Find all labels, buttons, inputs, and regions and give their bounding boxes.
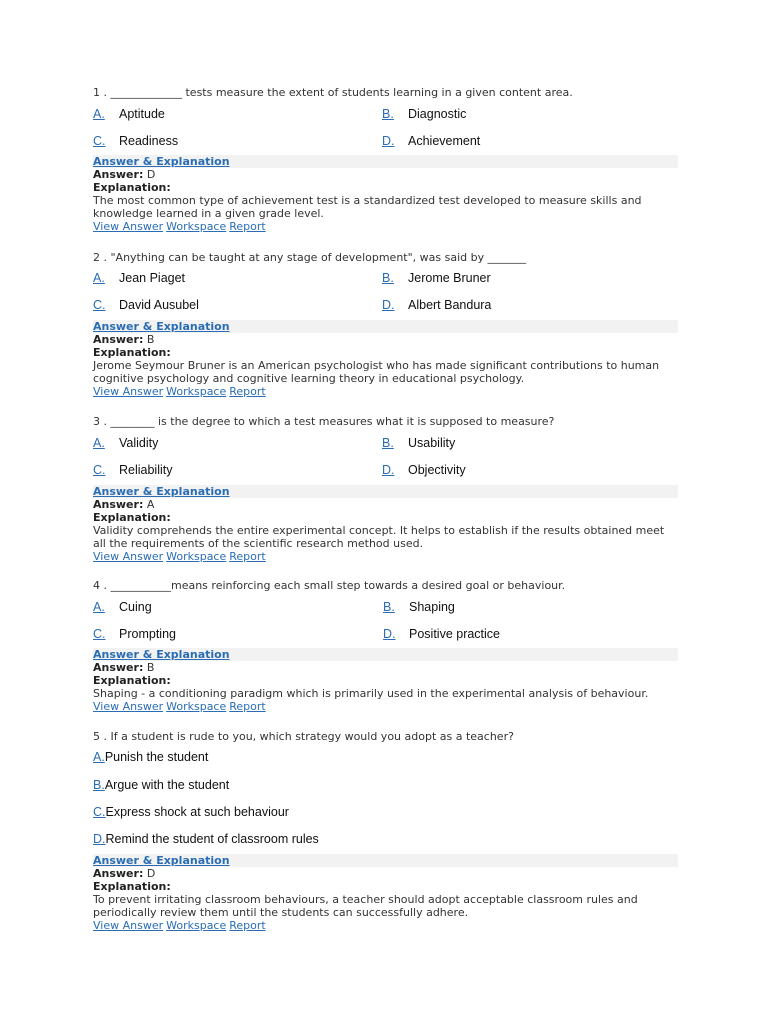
answer-label: Answer: — [93, 498, 144, 511]
option-letter[interactable]: D. — [93, 832, 106, 846]
option-letter[interactable]: D. — [382, 463, 395, 477]
explanation-text: The most common type of achievement test is a standardized test developed to measure skills and knowledge learned in a given grade level. — [93, 194, 642, 220]
option-d[interactable] — [382, 463, 466, 477]
answer-explanation-toggle[interactable]: Answer & Explanation — [93, 854, 678, 867]
explanation-text: Jerome Seymour Bruner is an American psychologist who has made significant contributions to human cognitive psychology and cognitive learning theory in educational psychology. — [93, 359, 660, 385]
option-text: Prompting — [119, 627, 176, 641]
answer-block — [93, 485, 678, 563]
answer-block — [93, 648, 678, 713]
option-a[interactable] — [93, 271, 185, 285]
answer-explanation-toggle[interactable]: Answer & Explanation — [93, 320, 678, 333]
action-links — [93, 919, 678, 932]
question-2 — [93, 251, 678, 398]
option-text: Shaping — [409, 600, 455, 614]
option-letter[interactable]: B. — [382, 271, 394, 285]
report-link[interactable]: Report — [229, 550, 266, 563]
question-stem: 2 . "Anything can be taught at any stage of development", was said by _______ — [93, 251, 527, 264]
report-link[interactable]: Report — [229, 919, 266, 932]
answer-value: D — [146, 168, 156, 181]
explanation-label: Explanation: — [93, 674, 171, 687]
answer-label: Answer: — [93, 168, 144, 181]
option-letter[interactable]: C. — [93, 134, 106, 148]
answer-label: Answer: — [93, 661, 144, 674]
explanation-text: Validity comprehends the entire experimental concept. It helps to establish if the results obtained meet all the requirements of the scientific research method used. — [93, 524, 665, 550]
option-text: Aptitude — [119, 107, 165, 121]
option-c[interactable] — [93, 805, 289, 819]
answer-block — [93, 320, 678, 398]
question-stem: 1 . _____________ tests measure the extent of students learning in a given content area. — [93, 86, 573, 99]
option-text: Reliability — [119, 463, 173, 477]
answer-block — [93, 854, 678, 932]
option-text: Objectivity — [408, 463, 466, 477]
option-text: Positive practice — [409, 627, 501, 641]
question-stem: 4 . ___________means reinforcing each small step towards a desired goal or behaviour. — [93, 579, 566, 592]
answer-explanation-toggle[interactable]: Answer & Explanation — [93, 648, 678, 661]
question-3 — [93, 415, 678, 563]
answer-label: Answer: — [93, 333, 144, 346]
answer-explanation-toggle[interactable]: Answer & Explanation — [93, 485, 678, 498]
question-stem: 3 . ________ is the degree to which a test measures what it is supposed to measure? — [93, 415, 555, 428]
option-text: Punish the student — [104, 750, 209, 764]
report-link[interactable]: Report — [229, 385, 266, 398]
option-letter[interactable]: A. — [93, 271, 105, 285]
answer-label: Answer: — [93, 867, 144, 880]
option-d[interactable] — [93, 832, 319, 846]
option-text: Remind the student of classroom rules — [105, 832, 319, 846]
option-a[interactable] — [93, 107, 165, 121]
option-a[interactable] — [93, 750, 208, 764]
option-letter[interactable]: C. — [93, 298, 106, 312]
workspace-link[interactable]: Workspace — [166, 550, 227, 563]
option-text: Usability — [408, 436, 456, 450]
option-d[interactable] — [382, 134, 480, 148]
view-answer-link[interactable]: View Answer — [93, 385, 164, 398]
workspace-link[interactable]: Workspace — [166, 220, 227, 233]
report-link[interactable]: Report — [229, 220, 266, 233]
option-letter[interactable]: A. — [93, 750, 105, 764]
question-4 — [93, 579, 678, 713]
view-answer-link[interactable]: View Answer — [93, 919, 164, 932]
option-text: Cuing — [119, 600, 152, 614]
option-text: Albert Bandura — [408, 298, 492, 312]
option-c[interactable] — [93, 134, 178, 148]
answer-value: D — [146, 867, 156, 880]
answer-block — [93, 155, 678, 233]
view-answer-link[interactable]: View Answer — [93, 220, 164, 233]
action-links — [93, 550, 678, 563]
option-letter[interactable]: D. — [383, 627, 396, 641]
option-text: Jean Piaget — [119, 271, 186, 285]
option-c[interactable] — [93, 298, 199, 312]
option-letter[interactable]: A. — [93, 107, 105, 121]
option-text: Jerome Bruner — [408, 271, 491, 285]
explanation-label: Explanation: — [93, 181, 171, 194]
option-text: Diagnostic — [408, 107, 467, 121]
answer-value: B — [146, 333, 155, 346]
view-answer-link[interactable]: View Answer — [93, 550, 164, 563]
option-text: David Ausubel — [119, 298, 199, 312]
option-letter[interactable]: B. — [382, 107, 394, 121]
option-text: Readiness — [119, 134, 179, 148]
answer-value: A — [146, 498, 155, 511]
question-stem: 5 . If a student is rude to you, which strategy would you adopt as a teacher? — [93, 730, 514, 743]
option-letter[interactable]: B. — [93, 778, 105, 792]
option-text: Express shock at such behaviour — [105, 805, 289, 819]
option-d[interactable] — [382, 298, 491, 312]
option-letter[interactable]: C. — [93, 627, 106, 641]
option-letter[interactable]: B. — [382, 436, 394, 450]
action-links — [93, 385, 678, 398]
explanation-label: Explanation: — [93, 511, 171, 524]
option-c[interactable] — [93, 463, 173, 477]
answer-value: B — [146, 661, 155, 674]
option-text: Validity — [119, 436, 159, 450]
option-letter[interactable]: D. — [382, 134, 395, 148]
option-c[interactable] — [93, 627, 176, 641]
option-b[interactable] — [382, 271, 491, 285]
action-links — [93, 220, 678, 233]
workspace-link[interactable]: Workspace — [166, 919, 227, 932]
view-answer-link[interactable]: View Answer — [93, 700, 164, 713]
explanation-label: Explanation: — [93, 880, 171, 893]
question-1 — [93, 86, 678, 233]
option-letter[interactable]: D. — [382, 298, 395, 312]
option-a[interactable] — [93, 436, 158, 450]
answer-explanation-toggle[interactable]: Answer & Explanation — [93, 155, 678, 168]
option-text: Argue with the student — [104, 778, 230, 792]
option-letter[interactable]: C. — [93, 805, 106, 819]
explanation-label: Explanation: — [93, 346, 171, 359]
option-b[interactable] — [382, 107, 466, 121]
action-links — [93, 700, 678, 713]
option-a[interactable] — [93, 600, 152, 614]
option-letter[interactable]: A. — [93, 436, 105, 450]
option-b[interactable] — [382, 436, 455, 450]
explanation-text: Shaping - a conditioning paradigm which is primarily used in the experimental analysis of behaviour. — [93, 687, 649, 700]
option-letter[interactable]: C. — [93, 463, 106, 477]
option-letter[interactable]: A. — [93, 600, 105, 614]
workspace-link[interactable]: Workspace — [166, 385, 227, 398]
option-b[interactable] — [93, 778, 229, 792]
question-5 — [93, 730, 678, 932]
option-letter[interactable]: B. — [383, 600, 395, 614]
workspace-link[interactable]: Workspace — [166, 700, 227, 713]
option-b[interactable] — [383, 600, 455, 614]
option-d[interactable] — [383, 627, 500, 641]
option-text: Achievement — [408, 134, 481, 148]
report-link[interactable]: Report — [229, 700, 266, 713]
explanation-text: To prevent irritating classroom behaviours, a teacher should adopt acceptable classroom rules and periodically review them until the students can successfully adhere. — [93, 893, 638, 919]
